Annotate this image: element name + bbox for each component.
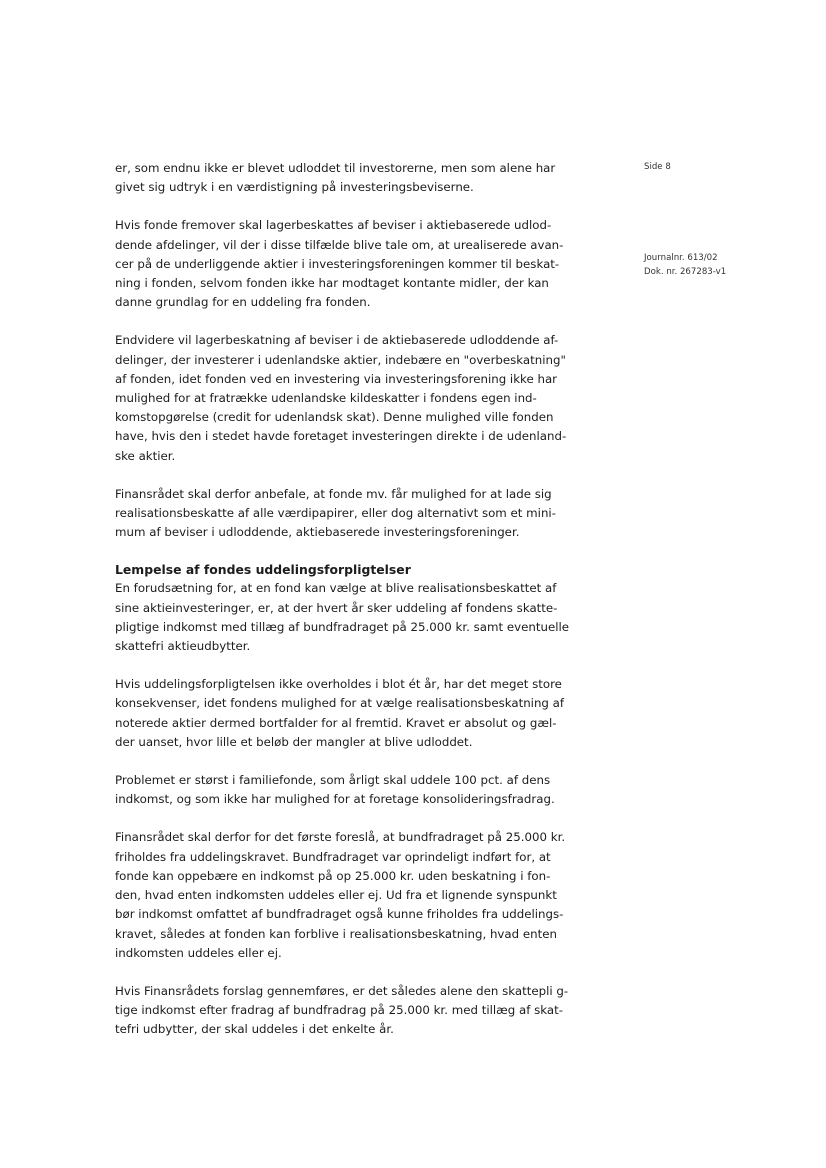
section-heading: Lempelse af fondes uddelingsforpligtelser <box>115 562 411 578</box>
text-line: Finansrådet skal derfor anbefale, at fonde mv. får mulighed for at lade sig <box>115 486 552 501</box>
text-line: givet sig udtryk i en værdistigning på investeringsbeviserne. <box>115 180 474 195</box>
text-line: Problemet er størst i familiefonde, som årligt skal uddele 100 pct. af dens <box>115 773 551 788</box>
text-line: cer på de underliggende aktier i investeringsforeningen kommer til beskat- <box>115 256 560 271</box>
text-line: Endvidere vil lagerbeskatning af beviser i de aktiebaserede udloddende af- <box>115 333 559 348</box>
paragraph <box>115 331 605 465</box>
text-line: Hvis Finansrådets forslag gennemføres, er det således alene den skattepli g- <box>115 983 569 998</box>
paragraph <box>115 828 605 962</box>
text-line: skattefri aktieudbytter. <box>115 639 251 654</box>
text-line: Hvis fonde fremover skal lagerbeskattes af beviser i aktiebaserede udlod- <box>115 218 552 233</box>
text-line: danne grundlag for en uddeling fra fonden. <box>115 295 371 310</box>
text-line: delinger, der investerer i udenlandske aktier, indebære en "overbeskatning" <box>115 352 566 367</box>
text-line: indkomsten uddeles eller ej. <box>115 945 282 960</box>
text-line: fonde kan oppebære en indkomst på op 25.000 kr. uden beskatning i fon- <box>115 868 551 883</box>
text-line: Hvis uddelingsforpligtelsen ikke overholdes i blot ét år, har det meget store <box>115 677 562 692</box>
text-line: noterede aktier dermed bortfalder for al fremtid. Kravet er absolut og gæl- <box>115 715 557 730</box>
text-line: Finansrådet skal derfor for det første foreslå, at bundfradraget på 25.000 kr. <box>115 830 566 845</box>
text-line: af fonden, idet fonden ved en investering via investeringsforening ikke har <box>115 371 558 386</box>
paragraph <box>115 579 605 656</box>
text-line: indkomst, og som ikke har mulighed for at foretage konsolideringsfradrag. <box>115 792 555 807</box>
text-line: den, hvad enten indkomsten uddeles eller ej. Ud fra et lignende synspunkt <box>115 888 557 903</box>
text-line: tige indkomst efter fradrag af bundfradrag på 25.000 kr. med tillæg af skat- <box>115 1003 563 1018</box>
text-line: have, hvis den i stedet havde foretaget investeringen direkte i de udenland- <box>115 429 567 444</box>
text-line: ske aktier. <box>115 448 176 463</box>
paragraph <box>115 216 605 312</box>
text-line: tefri udbytter, der skal uddeles i det enkelte år. <box>115 1022 394 1037</box>
text-line: komstopgørelse (credit for udenlandsk skat). Denne mulighed ville fonden <box>115 410 554 425</box>
document-number: Dok. nr. 267283-v1 <box>644 266 727 277</box>
paragraph <box>115 485 605 543</box>
text-line: mum af beviser i udloddende, aktiebaserede investeringsforeninger. <box>115 525 520 540</box>
text-line: sine aktieinvesteringer, er, at der hvert år sker uddeling af fondens skatte- <box>115 600 558 615</box>
text-line: mulighed for at fratrække udenlandske kildeskatter i fondens egen ind- <box>115 391 537 406</box>
text-line: konsekvenser, idet fondens mulighed for at vælge realisationsbeskatning af <box>115 696 565 711</box>
journal-number: Journalnr. 613/02 <box>644 253 718 263</box>
paragraph <box>115 159 605 197</box>
text-line: der uanset, hvor lille et beløb der mangler at blive udloddet. <box>115 734 473 749</box>
text-line: dende afdelinger, vil der i disse tilfælde blive tale om, at urealiserede avan- <box>115 237 564 252</box>
text-line: er, som endnu ikke er blevet udloddet til investorerne, men som alene har <box>115 161 556 175</box>
text-line: friholdes fra uddelingskravet. Bundfradraget var oprindeligt indført for, at <box>115 849 551 864</box>
text-line: realisationsbeskatte af alle værdipapirer, eller dog alternativt som et mini- <box>115 506 556 521</box>
text-line: ning i fonden, selvom fonden ikke har modtaget kontante midler, der kan <box>115 276 549 291</box>
text-line: En forudsætning for, at en fond kan vælge at blive realisationsbeskattet af <box>115 581 557 596</box>
text-line: pligtige indkomst med tillæg af bundfradraget på 25.000 kr. samt eventuelle <box>115 619 570 634</box>
document-reference <box>644 252 726 279</box>
page-number: Side 8 <box>644 162 671 172</box>
paragraph <box>115 675 605 752</box>
text-line: bør indkomst omfattet af bundfradraget også kunne friholdes fra uddelings- <box>115 907 564 922</box>
paragraph <box>115 771 605 809</box>
document-body <box>115 159 605 1040</box>
paragraph <box>115 982 605 1040</box>
text-line: kravet, således at fonden kan forblive i realisationsbeskatning, hvad enten <box>115 926 557 941</box>
